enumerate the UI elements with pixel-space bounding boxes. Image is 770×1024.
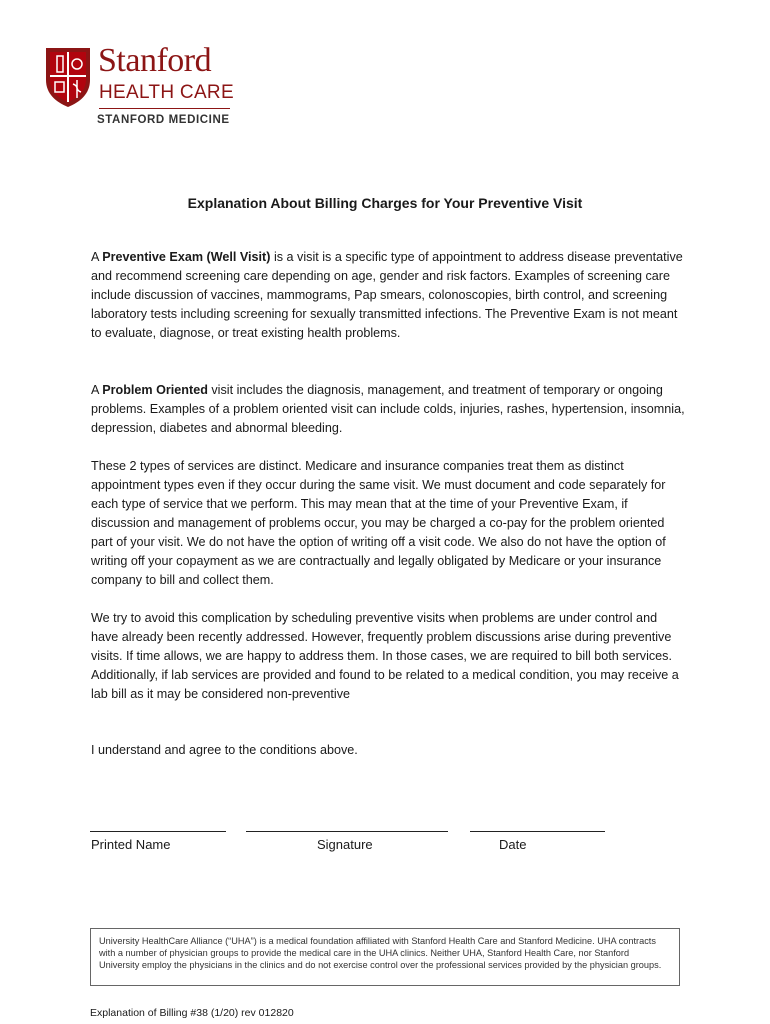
date-line[interactable] xyxy=(470,831,605,832)
page-title: Explanation About Billing Charges for Your Preventive Visit xyxy=(187,195,583,211)
p1-body: is a visit is a specific type of appointment to address disease preventative and recommend screening care depending on age, gender and risk factors. Examples of screening care include discussion of vaccines, mammograms, Pap smears, colonoscopies, birth control, and screening laboratory tests including screening for sexually transmitted infections. The Preventive Exam is not meant to evaluate, diagnose, or treat existing health problems. xyxy=(91,250,683,340)
form-footer: Explanation of Billing #38 (1/20) rev 012820 xyxy=(90,1007,294,1019)
logo-subtitle: HEALTH CARE xyxy=(99,82,234,103)
p2-term: Problem Oriented xyxy=(102,383,208,397)
stanford-shield-icon xyxy=(44,46,92,108)
signature-line[interactable] xyxy=(246,831,448,832)
paragraph-problem-oriented xyxy=(91,381,686,438)
logo-divider xyxy=(99,108,230,109)
paragraph-avoid-complication: We try to avoid this complication by scheduling preventive visits when problems are under control and have already been recently addressed. However, frequently problem discussions arise during preventive visits. If time allows, we are happy to address them. In those cases, we are required to bill both services. Additionally, if lab services are provided and found to be related to a medical condition, you may receive a lab bill as it may be considered non-preventive xyxy=(91,611,679,701)
agreement-statement: I understand and agree to the conditions above. xyxy=(91,743,358,757)
paragraph-preventive-exam xyxy=(91,248,686,343)
p1-lead: A xyxy=(91,250,103,264)
date-label: Date xyxy=(499,837,527,852)
p2-lead: A xyxy=(91,383,103,397)
printed-name-label: Printed Name xyxy=(91,837,171,852)
logo-medicine: STANFORD MEDICINE xyxy=(97,114,230,126)
signature-label: Signature xyxy=(317,837,373,852)
p2-body: visit includes the diagnosis, management, and treatment of temporary or ongoing problems. Examples of a problem oriented visit can include colds, injuries, rashes, hypertension, insomnia, depression, diabetes and abnormal bleeding. xyxy=(91,383,685,435)
paragraph-distinct-services: These 2 types of services are distinct. Medicare and insurance companies treat them as distinct appointment types even if they occur during the same visit. We must document and code separately for each type of service that we perform. This may mean that at the time of your Preventive Exam, if discussion and management of problems occur, you may be charged a co-pay for the problem oriented part of your visit. We do not have the option of writing off a visit code. We also do not have the option of writing off your copayment as we are contractually and legally obligated by Medicare or your insurance company to bill and collect them. xyxy=(91,459,666,587)
printed-name-line[interactable] xyxy=(90,831,226,832)
disclaimer-box: University HealthCare Alliance (“UHA”) is a medical foundation affiliated with Stanford Health Care and Stanford Medicine. UHA contracts with a number of physician groups to provide the medical care in the UHA clinics. Neither UHA, Stanford Health Care, nor Stanford University employ the physicians in the clinics and do not exercise control over the professional services provided by the physician groups. xyxy=(90,928,680,986)
logo-name: Stanford xyxy=(98,42,212,79)
stanford-health-care-logo xyxy=(44,44,244,129)
p1-term: Preventive Exam (Well Visit) xyxy=(102,250,271,264)
